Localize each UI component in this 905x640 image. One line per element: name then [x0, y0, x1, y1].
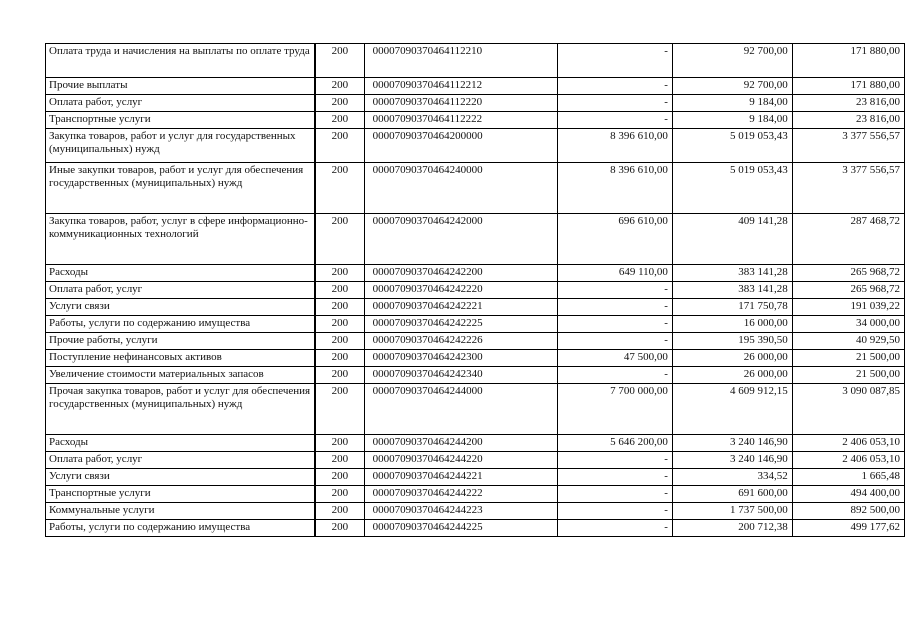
row-name-cell: Иные закупки товаров, работ и услуг для обеспечения государственных (муниципальных) нужд [46, 163, 316, 214]
row-code-cell: 200 [315, 299, 364, 316]
row-assigned-cell: - [557, 520, 672, 537]
row-kbk-cell: 00007090370464112212 [364, 78, 557, 95]
row-executed-cell: 1 737 500,00 [672, 503, 792, 520]
row-kbk-cell: 00007090370464242200 [364, 265, 557, 282]
row-executed-cell: 26 000,00 [672, 367, 792, 384]
table-row [46, 350, 905, 367]
row-executed-cell: 3 240 146,90 [672, 452, 792, 469]
row-assigned-cell: - [557, 316, 672, 333]
row-assigned-cell: - [557, 486, 672, 503]
row-name-cell: Оплата работ, услуг [46, 95, 316, 112]
row-unexecuted-cell: 287 468,72 [792, 214, 904, 265]
row-name-cell: Оплата работ, услуг [46, 282, 316, 299]
row-unexecuted-cell: 265 968,72 [792, 282, 904, 299]
row-code-cell: 200 [315, 452, 364, 469]
row-unexecuted-cell: 23 816,00 [792, 112, 904, 129]
budget-execution-table [45, 43, 905, 537]
table-body [46, 44, 905, 537]
table-row [46, 282, 905, 299]
row-kbk-cell: 00007090370464112222 [364, 112, 557, 129]
row-executed-cell: 5 019 053,43 [672, 163, 792, 214]
table-row [46, 265, 905, 282]
table-row [46, 44, 905, 78]
row-code-cell: 200 [315, 265, 364, 282]
row-name-cell: Коммунальные услуги [46, 503, 316, 520]
row-kbk-cell: 00007090370464244225 [364, 520, 557, 537]
row-code-cell: 200 [315, 469, 364, 486]
row-executed-cell: 195 390,50 [672, 333, 792, 350]
row-unexecuted-cell: 21 500,00 [792, 350, 904, 367]
row-name-cell: Работы, услуги по содержанию имущества [46, 316, 316, 333]
row-code-cell: 200 [315, 282, 364, 299]
row-unexecuted-cell: 21 500,00 [792, 367, 904, 384]
row-unexecuted-cell: 494 400,00 [792, 486, 904, 503]
row-assigned-cell: - [557, 112, 672, 129]
row-name-cell: Поступление нефинансовых активов [46, 350, 316, 367]
row-assigned-cell: 696 610,00 [557, 214, 672, 265]
row-assigned-cell: - [557, 44, 672, 78]
row-kbk-cell: 00007090370464244222 [364, 486, 557, 503]
row-assigned-cell: - [557, 282, 672, 299]
row-name-cell: Прочие выплаты [46, 78, 316, 95]
row-kbk-cell: 00007090370464242225 [364, 316, 557, 333]
row-executed-cell: 3 240 146,90 [672, 435, 792, 452]
row-code-cell: 200 [315, 367, 364, 384]
row-name-cell: Расходы [46, 265, 316, 282]
row-executed-cell: 171 750,78 [672, 299, 792, 316]
table-row [46, 112, 905, 129]
table-row [46, 95, 905, 112]
table-row [46, 384, 905, 435]
row-unexecuted-cell: 1 665,48 [792, 469, 904, 486]
table-row [46, 78, 905, 95]
row-kbk-cell: 00007090370464242221 [364, 299, 557, 316]
row-assigned-cell: - [557, 367, 672, 384]
row-executed-cell: 9 184,00 [672, 112, 792, 129]
row-assigned-cell: 47 500,00 [557, 350, 672, 367]
row-code-cell: 200 [315, 520, 364, 537]
table-row [46, 469, 905, 486]
row-assigned-cell: 8 396 610,00 [557, 129, 672, 163]
row-kbk-cell: 00007090370464240000 [364, 163, 557, 214]
row-unexecuted-cell: 40 929,50 [792, 333, 904, 350]
row-code-cell: 200 [315, 44, 364, 78]
row-executed-cell: 16 000,00 [672, 316, 792, 333]
row-executed-cell: 92 700,00 [672, 44, 792, 78]
row-executed-cell: 383 141,28 [672, 265, 792, 282]
row-unexecuted-cell: 3 090 087,85 [792, 384, 904, 435]
row-kbk-cell: 00007090370464112210 [364, 44, 557, 78]
row-name-cell: Услуги связи [46, 469, 316, 486]
row-name-cell: Оплата работ, услуг [46, 452, 316, 469]
row-code-cell: 200 [315, 384, 364, 435]
row-executed-cell: 26 000,00 [672, 350, 792, 367]
table-row [46, 486, 905, 503]
row-executed-cell: 5 019 053,43 [672, 129, 792, 163]
row-kbk-cell: 00007090370464242000 [364, 214, 557, 265]
row-code-cell: 200 [315, 486, 364, 503]
row-kbk-cell: 00007090370464112220 [364, 95, 557, 112]
row-name-cell: Расходы [46, 435, 316, 452]
row-assigned-cell: - [557, 78, 672, 95]
table-row [46, 452, 905, 469]
row-name-cell: Транспортные услуги [46, 486, 316, 503]
row-name-cell: Закупка товаров, работ и услуг для государственных (муниципальных) нужд [46, 129, 316, 163]
row-assigned-cell: - [557, 95, 672, 112]
row-code-cell: 200 [315, 316, 364, 333]
row-code-cell: 200 [315, 350, 364, 367]
row-code-cell: 200 [315, 112, 364, 129]
row-unexecuted-cell: 2 406 053,10 [792, 452, 904, 469]
row-assigned-cell: - [557, 333, 672, 350]
table-row [46, 435, 905, 452]
row-name-cell: Услуги связи [46, 299, 316, 316]
table-row [46, 316, 905, 333]
row-kbk-cell: 00007090370464242220 [364, 282, 557, 299]
row-kbk-cell: 00007090370464244221 [364, 469, 557, 486]
row-code-cell: 200 [315, 95, 364, 112]
row-code-cell: 200 [315, 129, 364, 163]
row-assigned-cell: 649 110,00 [557, 265, 672, 282]
row-executed-cell: 383 141,28 [672, 282, 792, 299]
row-kbk-cell: 00007090370464242300 [364, 350, 557, 367]
row-executed-cell: 92 700,00 [672, 78, 792, 95]
row-executed-cell: 334,52 [672, 469, 792, 486]
table-row [46, 163, 905, 214]
row-assigned-cell: 8 396 610,00 [557, 163, 672, 214]
row-unexecuted-cell: 34 000,00 [792, 316, 904, 333]
row-executed-cell: 409 141,28 [672, 214, 792, 265]
row-unexecuted-cell: 892 500,00 [792, 503, 904, 520]
table-row [46, 214, 905, 265]
row-unexecuted-cell: 2 406 053,10 [792, 435, 904, 452]
row-unexecuted-cell: 171 880,00 [792, 44, 904, 78]
row-name-cell: Оплата труда и начисления на выплаты по оплате труда [46, 44, 316, 78]
table-row [46, 503, 905, 520]
row-name-cell: Прочая закупка товаров, работ и услуг для обеспечения государственных (муниципальных) нужд [46, 384, 316, 435]
table-row [46, 129, 905, 163]
row-kbk-cell: 00007090370464244000 [364, 384, 557, 435]
row-executed-cell: 691 600,00 [672, 486, 792, 503]
row-assigned-cell: - [557, 452, 672, 469]
row-kbk-cell: 00007090370464200000 [364, 129, 557, 163]
row-name-cell: Прочие работы, услуги [46, 333, 316, 350]
row-assigned-cell: - [557, 503, 672, 520]
table-row [46, 520, 905, 537]
row-name-cell: Транспортные услуги [46, 112, 316, 129]
row-kbk-cell: 00007090370464244223 [364, 503, 557, 520]
row-name-cell: Работы, услуги по содержанию имущества [46, 520, 316, 537]
row-kbk-cell: 00007090370464244200 [364, 435, 557, 452]
row-kbk-cell: 00007090370464242226 [364, 333, 557, 350]
row-kbk-cell: 00007090370464242340 [364, 367, 557, 384]
row-assigned-cell: 7 700 000,00 [557, 384, 672, 435]
row-name-cell: Увеличение стоимости материальных запасов [46, 367, 316, 384]
row-assigned-cell: - [557, 299, 672, 316]
row-code-cell: 200 [315, 78, 364, 95]
row-executed-cell: 4 609 912,15 [672, 384, 792, 435]
row-unexecuted-cell: 3 377 556,57 [792, 129, 904, 163]
row-unexecuted-cell: 265 968,72 [792, 265, 904, 282]
row-code-cell: 200 [315, 214, 364, 265]
row-unexecuted-cell: 23 816,00 [792, 95, 904, 112]
row-name-cell: Закупка товаров, работ, услуг в сфере информационно-коммуникационных технологий [46, 214, 316, 265]
row-assigned-cell: 5 646 200,00 [557, 435, 672, 452]
table-row [46, 367, 905, 384]
row-code-cell: 200 [315, 163, 364, 214]
row-unexecuted-cell: 3 377 556,57 [792, 163, 904, 214]
row-unexecuted-cell: 499 177,62 [792, 520, 904, 537]
table-row [46, 333, 905, 350]
row-unexecuted-cell: 191 039,22 [792, 299, 904, 316]
row-assigned-cell: - [557, 469, 672, 486]
row-executed-cell: 200 712,38 [672, 520, 792, 537]
row-code-cell: 200 [315, 333, 364, 350]
table-row [46, 299, 905, 316]
row-unexecuted-cell: 171 880,00 [792, 78, 904, 95]
row-code-cell: 200 [315, 503, 364, 520]
row-executed-cell: 9 184,00 [672, 95, 792, 112]
row-kbk-cell: 00007090370464244220 [364, 452, 557, 469]
row-code-cell: 200 [315, 435, 364, 452]
